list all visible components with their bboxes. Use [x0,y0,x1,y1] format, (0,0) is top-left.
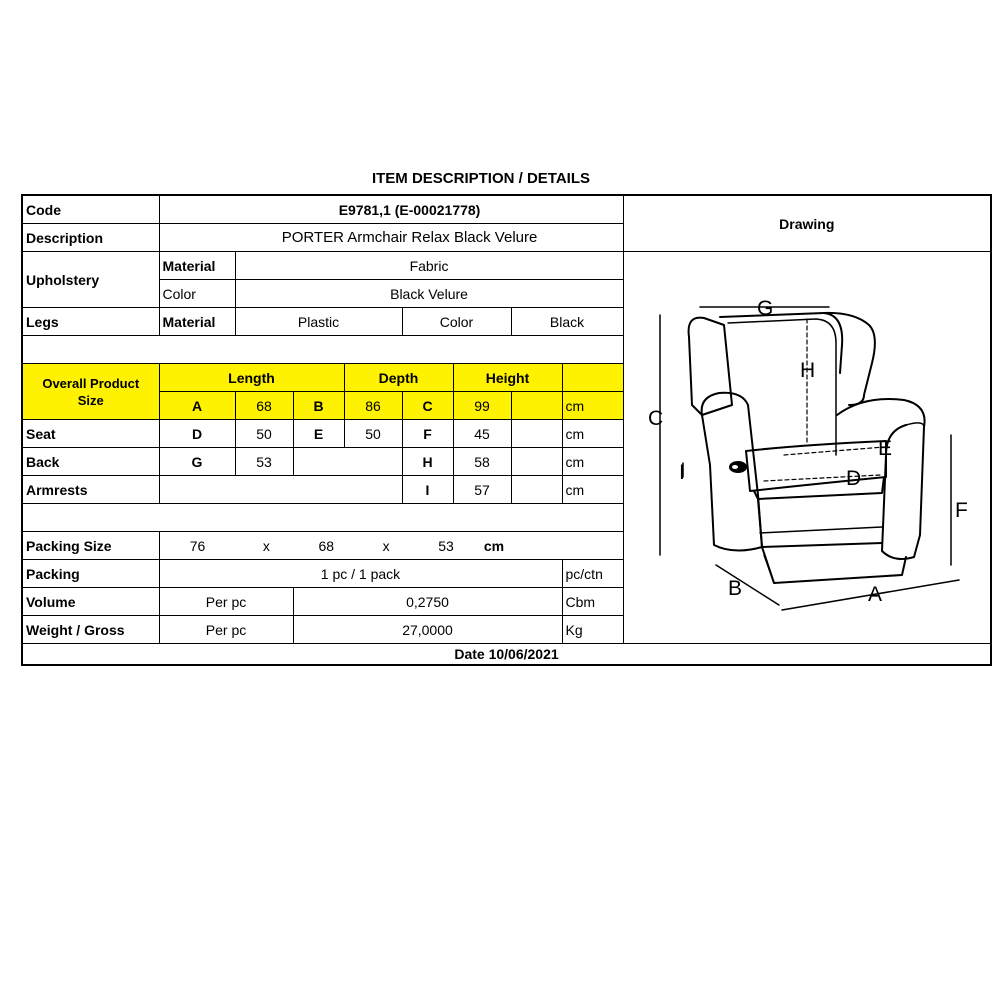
overall-b-letter: B [293,392,344,420]
drawing-label-d: D [845,466,861,490]
overall-c-letter: C [402,392,453,420]
armrests-unit-pad [511,476,562,504]
armrests-label: Armrests [22,476,159,504]
date-footer: Date 10/06/2021 [22,644,991,666]
seat-f-value: 45 [453,420,511,448]
volume-unit: Cbm [562,588,623,616]
back-blank [293,448,402,476]
upholstery-material-label: Material [159,252,235,280]
spacer-row [22,336,623,364]
packing-size-v3: 53 [438,537,454,554]
weight-value: 27,0000 [293,616,562,644]
drawing-label-i: I [678,460,685,484]
overall-size-label: Overall Product Size [22,364,159,420]
overall-a-value: 68 [235,392,293,420]
overall-c-value: 99 [453,392,511,420]
legs-material-value: Plastic [235,308,402,336]
drawing-header: Drawing [623,195,991,252]
description-label: Description [22,224,159,252]
length-header: Length [159,364,344,392]
seat-d-value: 50 [235,420,293,448]
weight-per: Per pc [159,616,293,644]
legs-label: Legs [22,308,159,336]
packing-size-label: Packing Size [22,532,159,560]
volume-per: Per pc [159,588,293,616]
depth-header: Depth [344,364,453,392]
upholstery-material-value: Fabric [235,252,623,280]
packing-value: 1 pc / 1 pack [159,560,562,588]
drawing-label-a: A [867,582,882,606]
height-header: Height [453,364,562,392]
packing-size-unit: cm [483,537,505,554]
overall-unit-pad [511,392,562,420]
back-h-value: 58 [453,448,511,476]
back-unit-pad [511,448,562,476]
seat-label: Seat [22,420,159,448]
overall-header-blank [562,364,623,392]
drawing-cell [623,252,991,644]
overall-unit: cm [562,392,623,420]
back-g-value: 53 [235,448,293,476]
page-title: ITEM DESCRIPTION / DETAILS [371,170,591,187]
upholstery-color-value: Black Velure [235,280,623,308]
back-label: Back [22,448,159,476]
spacer-row-2 [22,504,623,532]
seat-e-letter: E [293,420,344,448]
drawing-label-h: H [799,358,815,382]
packing-size-x1: x [262,537,270,554]
seat-d-letter: D [159,420,235,448]
upholstery-label: Upholstery [22,252,159,308]
packing-label: Packing [22,560,159,588]
legs-color-label: Color [402,308,511,336]
drawing-label-b: B [727,576,742,600]
drawing-label-e: E [877,436,892,460]
armrests-unit: cm [562,476,623,504]
seat-unit-pad [511,420,562,448]
packing-size-values [159,532,623,560]
overall-a-letter: A [159,392,235,420]
armchair-drawing [624,255,992,641]
packing-unit: pc/ctn [562,560,623,588]
legs-material-label: Material [159,308,235,336]
packing-size-x2: x [382,537,390,554]
seat-e-value: 50 [344,420,402,448]
armrests-blank [159,476,402,504]
volume-label: Volume [22,588,159,616]
drawing-label-c: C [647,406,663,430]
armrests-i-letter: I [402,476,453,504]
spec-table [21,194,992,666]
seat-unit: cm [562,420,623,448]
volume-value: 0,2750 [293,588,562,616]
overall-b-value: 86 [344,392,402,420]
back-unit: cm [562,448,623,476]
packing-size-v2: 68 [318,537,335,554]
packing-size-v1: 76 [189,537,206,554]
legs-color-value: Black [511,308,623,336]
seat-f-letter: F [402,420,453,448]
drawing-label-f: F [954,498,968,522]
weight-unit: Kg [562,616,623,644]
drawing-label-g: G [756,296,773,320]
back-h-letter: H [402,448,453,476]
armrests-i-value: 57 [453,476,511,504]
code-value: E9781,1 (E-00021778) [159,195,623,224]
back-g-letter: G [159,448,235,476]
upholstery-color-label: Color [159,280,235,308]
code-label: Code [22,195,159,224]
weight-label: Weight / Gross [22,616,159,644]
description-value: PORTER Armchair Relax Black Velure [159,224,623,252]
